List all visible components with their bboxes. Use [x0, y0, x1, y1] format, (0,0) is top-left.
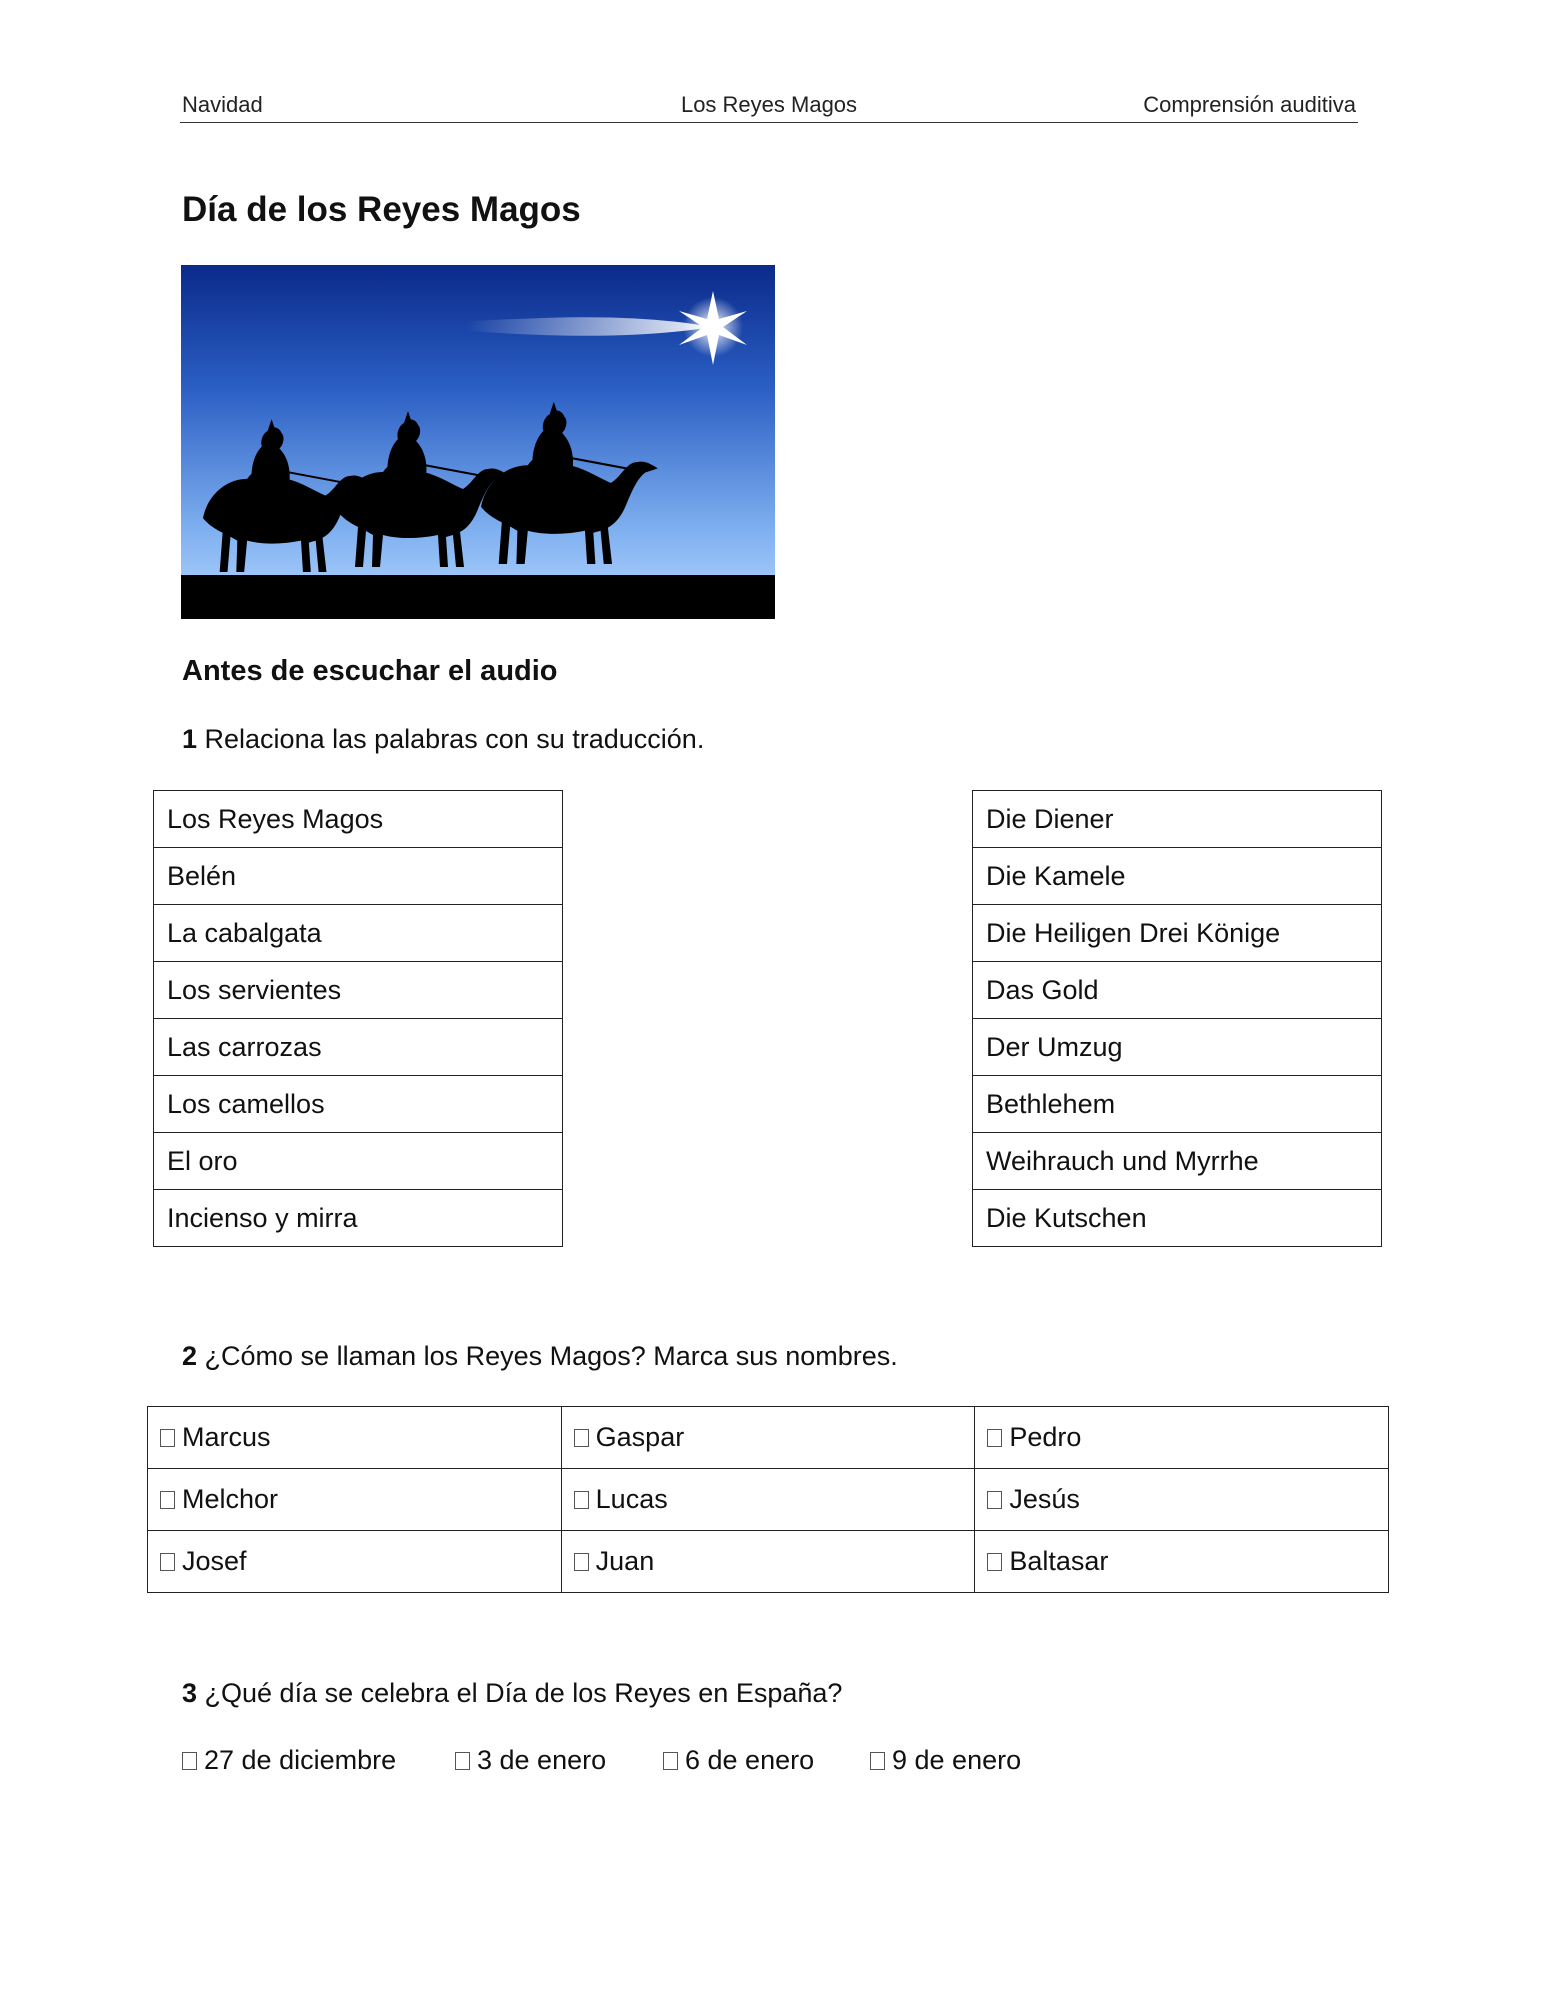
name-label: Melchor [182, 1484, 279, 1514]
date-option[interactable] [182, 1745, 396, 1776]
checkbox-icon[interactable] [160, 1553, 175, 1571]
header-right: Comprensión auditiva [1143, 92, 1356, 117]
name-label: Jesús [1009, 1484, 1080, 1514]
name-label: Marcus [182, 1422, 271, 1452]
german-word: Die Heiligen Drei Könige [973, 905, 1382, 962]
date-label: 9 de enero [892, 1745, 1022, 1775]
spanish-word: Las carrozas [154, 1019, 563, 1076]
german-word: Das Gold [973, 962, 1382, 1019]
question-2-text: ¿Cómo se llaman los Reyes Magos? Marca sus nombres. [197, 1341, 898, 1371]
date-option[interactable] [663, 1745, 814, 1776]
name-option[interactable] [148, 1531, 562, 1593]
checkbox-icon[interactable] [160, 1491, 175, 1509]
checkbox-icon[interactable] [987, 1429, 1002, 1447]
date-label: 27 de diciembre [204, 1745, 397, 1775]
checkbox-icon[interactable] [870, 1752, 885, 1770]
checkbox-icon[interactable] [160, 1429, 175, 1447]
question-3-number: 3 [182, 1678, 198, 1708]
page-title: Día de los Reyes Magos [182, 190, 581, 229]
name-label: Juan [595, 1546, 655, 1576]
checkbox-icon[interactable] [574, 1553, 589, 1571]
spanish-word: Incienso y mirra [154, 1190, 563, 1247]
spanish-word: Los servientes [154, 962, 563, 1019]
german-word: Weihrauch und Myrrhe [973, 1133, 1382, 1190]
german-words-table [972, 790, 1382, 1247]
german-word: Der Umzug [973, 1019, 1382, 1076]
spanish-word: La cabalgata [154, 905, 563, 962]
name-option[interactable] [148, 1469, 562, 1531]
name-option[interactable] [975, 1531, 1389, 1593]
name-label: Baltasar [1009, 1546, 1109, 1576]
checkbox-icon[interactable] [987, 1491, 1002, 1509]
date-label: 3 de enero [477, 1745, 607, 1775]
german-word: Die Diener [973, 791, 1382, 848]
name-label: Lucas [595, 1484, 668, 1514]
name-label: Gaspar [595, 1422, 685, 1452]
date-label: 6 de enero [685, 1745, 815, 1775]
spanish-word: Los camellos [154, 1076, 563, 1133]
name-option[interactable] [975, 1469, 1389, 1531]
checkbox-icon[interactable] [182, 1752, 197, 1770]
spanish-word: Los Reyes Magos [154, 791, 563, 848]
checkbox-icon[interactable] [987, 1553, 1002, 1571]
name-option[interactable] [561, 1469, 975, 1531]
question-2 [182, 1341, 898, 1372]
section-title: Antes de escuchar el audio [182, 655, 558, 687]
date-option[interactable] [870, 1745, 1021, 1776]
checkbox-icon[interactable] [574, 1429, 589, 1447]
checkbox-icon[interactable] [663, 1752, 678, 1770]
german-word: Die Kamele [973, 848, 1382, 905]
page-header [180, 88, 1358, 123]
three-kings-illustration [181, 265, 775, 619]
question-3 [182, 1678, 842, 1709]
checkbox-icon[interactable] [574, 1491, 589, 1509]
spanish-word: Belén [154, 848, 563, 905]
question-2-number: 2 [182, 1341, 198, 1371]
german-word: Die Kutschen [973, 1190, 1382, 1247]
german-word: Bethlehem [973, 1076, 1382, 1133]
question-1-number: 1 [182, 724, 198, 754]
checkbox-icon[interactable] [455, 1752, 470, 1770]
header-center: Los Reyes Magos [680, 92, 858, 117]
name-option[interactable] [975, 1407, 1389, 1469]
date-option[interactable] [455, 1745, 606, 1776]
question-1-text: Relaciona las palabras con su traducción. [197, 724, 705, 754]
name-label: Josef [182, 1546, 247, 1576]
name-label: Pedro [1009, 1422, 1082, 1452]
name-option[interactable] [561, 1407, 975, 1469]
name-option[interactable] [148, 1407, 562, 1469]
spanish-word: El oro [154, 1133, 563, 1190]
name-option[interactable] [561, 1531, 975, 1593]
question-3-text: ¿Qué día se celebra el Día de los Reyes en España? [197, 1678, 843, 1708]
kings-names-table [147, 1406, 1389, 1593]
header-left: Navidad [182, 92, 263, 117]
question-1 [182, 724, 704, 755]
spanish-words-table [153, 790, 563, 1247]
